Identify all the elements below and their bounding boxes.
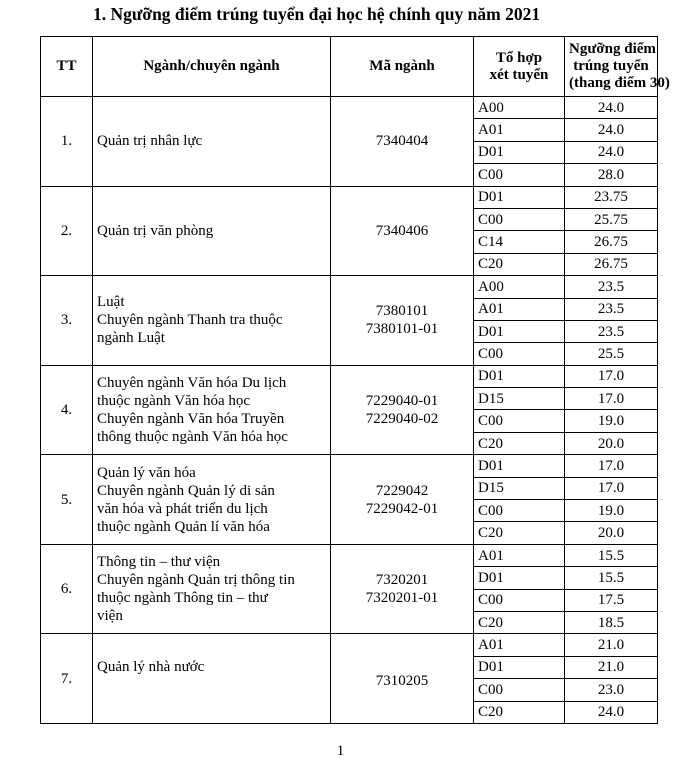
combo-code: A01 [474, 634, 565, 656]
cutoff-score: 26.75 [565, 253, 658, 275]
major-name [93, 97, 331, 187]
combo-code: D01 [474, 320, 565, 342]
header-tt: TT [41, 37, 93, 97]
major-name [93, 365, 331, 455]
major-code-line: 7380101-01 [365, 321, 439, 338]
admission-score-table [40, 36, 670, 724]
row-number: 4. [41, 365, 93, 455]
major-code [331, 97, 474, 187]
cutoff-score: 25.75 [565, 208, 658, 230]
row-number: 2. [41, 186, 93, 276]
combo-code: A00 [474, 97, 565, 119]
major-name [93, 544, 331, 634]
major-name-line: Luật [97, 294, 125, 311]
combo-code: D01 [474, 186, 565, 208]
document-title: 1. Ngưỡng điểm trúng tuyển đại học hệ chính quy năm 2021 [93, 4, 541, 24]
major-name-line: Chuyên ngành Thanh tra thuộc [97, 312, 283, 329]
combo-code: D01 [474, 365, 565, 387]
major-code-line: 7229042 [375, 482, 429, 499]
header-score-line: Ngưỡng điểm [569, 41, 656, 57]
major-name-line: ngành Luật [97, 330, 165, 347]
row-number: 3. [41, 276, 93, 366]
major-name [93, 186, 331, 276]
cutoff-score: 17.0 [565, 455, 658, 477]
combo-code: A00 [474, 276, 565, 298]
header-score-line: trúng tuyển [573, 58, 649, 74]
cutoff-score: 17.5 [565, 589, 658, 611]
combo-code: C20 [474, 432, 565, 454]
header-score-line: (thang điểm 30) [569, 75, 670, 91]
major-name-line: Quản trị nhân lực [97, 133, 203, 150]
cutoff-score: 19.0 [565, 500, 658, 522]
major-code-line: 7380101 [375, 303, 429, 320]
major-name-line: Chuyên ngành Quản trị thông tin [97, 572, 295, 589]
table-body [41, 97, 658, 724]
cutoff-score: 17.0 [565, 388, 658, 410]
cutoff-score: 24.0 [565, 701, 658, 723]
combo-code: C00 [474, 589, 565, 611]
combo-code: C00 [474, 679, 565, 701]
cutoff-score: 17.0 [565, 365, 658, 387]
table-row [41, 634, 658, 656]
major-name-line: Quản trị văn phòng [97, 222, 214, 239]
combo-code: C20 [474, 701, 565, 723]
major-code [331, 276, 474, 366]
major-name-line: viện [97, 608, 123, 625]
cutoff-score: 28.0 [565, 164, 658, 186]
cutoff-score: 25.5 [565, 343, 658, 365]
major-name-line: Quản lý nhà nước [97, 659, 205, 676]
cutoff-score: 23.5 [565, 320, 658, 342]
major-code-line: 7340406 [375, 222, 429, 239]
major-name-line: thuộc ngành Thông tin – thư [97, 590, 268, 607]
header-major: Ngành/chuyên ngành [93, 37, 331, 97]
cutoff-score: 26.75 [565, 231, 658, 253]
combo-code: D01 [474, 455, 565, 477]
cutoff-score: 23.75 [565, 186, 658, 208]
combo-code: D01 [474, 141, 565, 163]
combo-code: D01 [474, 567, 565, 589]
cutoff-score: 20.0 [565, 522, 658, 544]
combo-code: A01 [474, 544, 565, 566]
major-name-line: Chuyên ngành Văn hóa Truyền [97, 410, 285, 427]
major-name-line: thông thuộc ngành Văn hóa học [97, 428, 288, 445]
header-combo [474, 37, 565, 97]
major-name-line: Chuyên ngành Văn hóa Du lịch [97, 374, 287, 391]
table-header-row [41, 37, 658, 97]
combo-code: C20 [474, 522, 565, 544]
combo-code: C14 [474, 231, 565, 253]
major-code [331, 544, 474, 634]
cutoff-score: 15.5 [565, 544, 658, 566]
row-number: 6. [41, 544, 93, 634]
cutoff-score: 19.0 [565, 410, 658, 432]
page-number: 1 [336, 743, 345, 759]
header-combo-line: Tổ hợp [495, 49, 543, 66]
major-code-line: 7320201-01 [365, 590, 439, 607]
major-name-line: Thông tin – thư viện [97, 554, 221, 571]
major-name [93, 634, 331, 724]
cutoff-score: 17.0 [565, 477, 658, 499]
major-code-line: 7229040-01 [365, 392, 439, 409]
cutoff-score: 23.0 [565, 679, 658, 701]
header-code: Mã ngành [331, 37, 474, 97]
row-number: 1. [41, 97, 93, 187]
table-row [41, 455, 658, 477]
major-code-line: 7340404 [375, 133, 429, 150]
cutoff-score: 20.0 [565, 432, 658, 454]
major-code [331, 365, 474, 455]
header-score [565, 37, 670, 97]
combo-code: C00 [474, 410, 565, 432]
cutoff-score: 15.5 [565, 567, 658, 589]
major-name [93, 276, 331, 366]
combo-code: D15 [474, 477, 565, 499]
major-name-line: văn hóa và phát triển du lịch [97, 500, 268, 517]
major-name-line: thuộc ngành Quản lí văn hóa [97, 518, 270, 535]
combo-code: C00 [474, 500, 565, 522]
combo-code: C20 [474, 253, 565, 275]
table-row [41, 186, 658, 208]
combo-code: D01 [474, 656, 565, 678]
table-row [41, 365, 658, 387]
table-row [41, 544, 658, 566]
cutoff-score: 24.0 [565, 97, 658, 119]
cutoff-score: 24.0 [565, 119, 658, 141]
major-name-line: Quản lý văn hóa [97, 464, 196, 481]
major-code-line: 7229042-01 [365, 500, 439, 517]
major-name [93, 455, 331, 545]
row-number: 5. [41, 455, 93, 545]
major-code [331, 455, 474, 545]
major-code [331, 634, 474, 724]
major-name-line: thuộc ngành Văn hóa học [97, 392, 251, 409]
major-name-line: Chuyên ngành Quản lý di sản [97, 482, 275, 499]
cutoff-score: 21.0 [565, 656, 658, 678]
major-code [331, 186, 474, 276]
cutoff-score: 23.5 [565, 298, 658, 320]
major-code-line: 7310205 [375, 673, 429, 690]
table-row [41, 276, 658, 298]
cutoff-score: 24.0 [565, 141, 658, 163]
combo-code: C00 [474, 208, 565, 230]
major-code-line: 7320201 [375, 572, 429, 589]
cutoff-score: 21.0 [565, 634, 658, 656]
combo-code: C20 [474, 611, 565, 633]
cutoff-score: 23.5 [565, 276, 658, 298]
combo-code: D15 [474, 388, 565, 410]
combo-code: C00 [474, 164, 565, 186]
combo-code: A01 [474, 119, 565, 141]
combo-code: C00 [474, 343, 565, 365]
header-combo-line: xét tuyển [489, 66, 549, 83]
cutoff-score: 18.5 [565, 611, 658, 633]
row-number: 7. [41, 634, 93, 724]
table-row [41, 97, 658, 119]
combo-code: A01 [474, 298, 565, 320]
major-code-line: 7229040-02 [365, 410, 439, 427]
